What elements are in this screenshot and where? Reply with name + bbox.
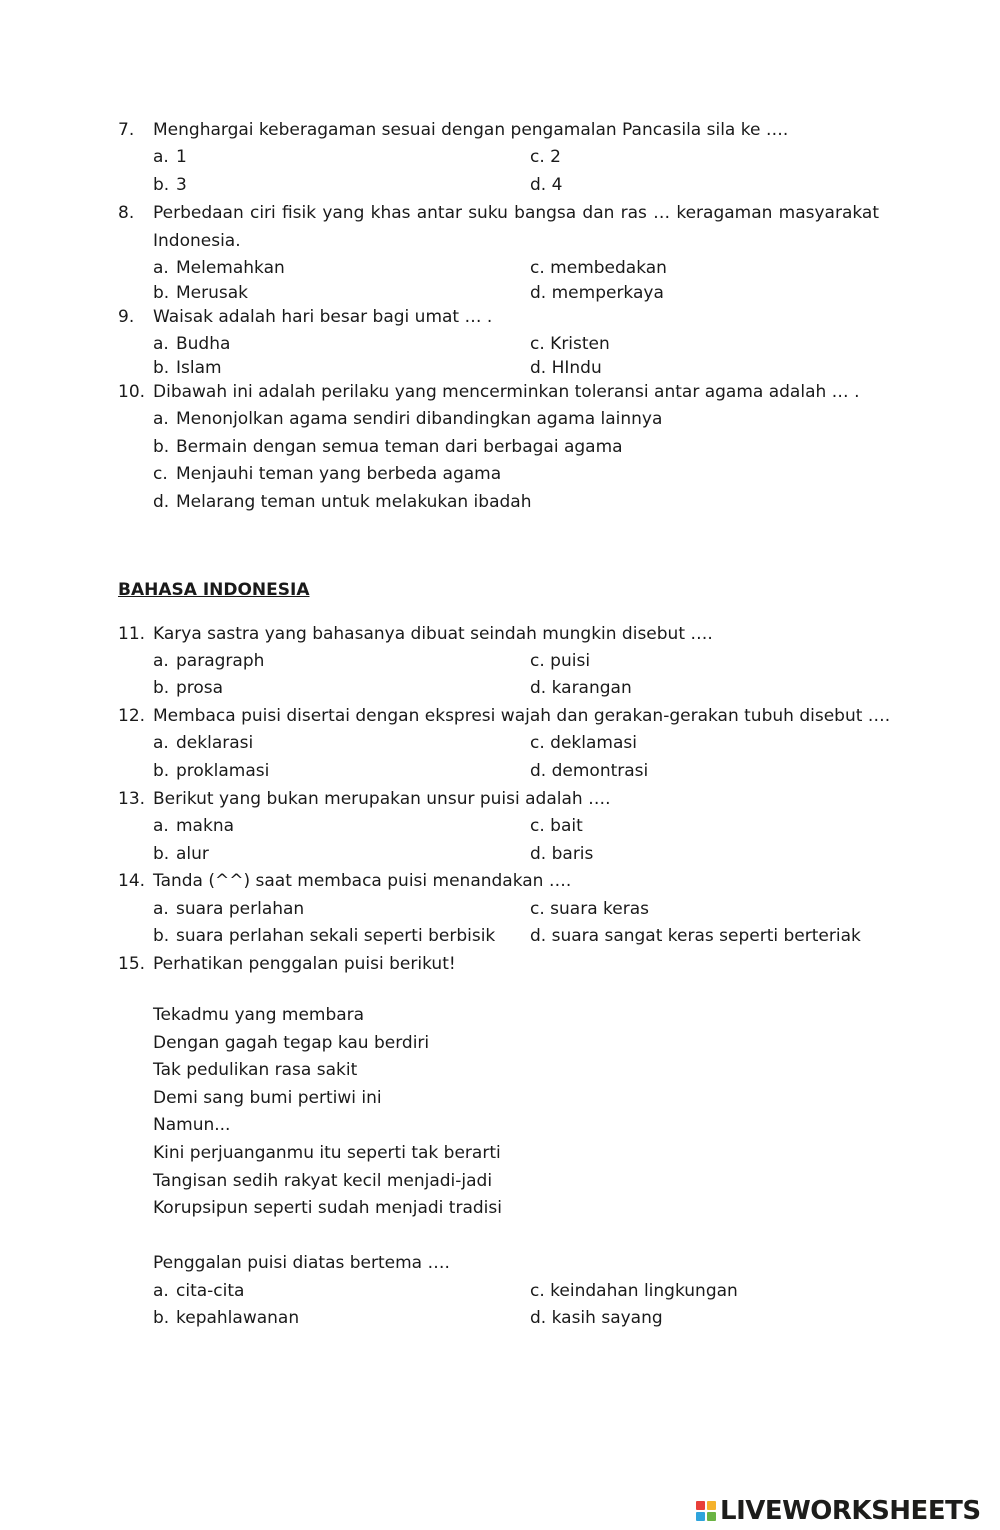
question-text: Karya sastra yang bahasanya dibuat seindah mungkin disebut …. — [153, 624, 713, 644]
question-number: 11. — [118, 624, 146, 644]
option-b[interactable]: b. Merusak — [153, 283, 249, 303]
liveworksheets-logo[interactable] — [696, 1496, 981, 1526]
option-c[interactable]: c. deklamasi — [530, 733, 637, 753]
section-heading: BAHASA INDONESIA — [118, 580, 310, 600]
option-c[interactable]: c. puisi — [530, 651, 591, 671]
option-a[interactable]: a. cita-cita — [153, 1281, 245, 1301]
option-d[interactable]: d. baris — [530, 844, 594, 864]
poem-line: Kini perjuanganmu itu seperti tak berarti — [153, 1143, 501, 1163]
question-text: Perbedaan ciri fisik yang khas antar suku bangsa dan ras … keragaman masyarakat — [153, 203, 879, 223]
logo-squares-icon — [696, 1501, 716, 1521]
question-text: Tanda (^^) saat membaca puisi menandakan …. — [153, 871, 572, 891]
option-a[interactable]: a. deklarasi — [153, 733, 254, 753]
poem-line: Namun... — [153, 1115, 231, 1135]
question-number: 12. — [118, 706, 146, 726]
poem-line: Tekadmu yang membara — [153, 1005, 365, 1025]
question-text: Dibawah ini adalah perilaku yang mencerminkan toleransi antar agama adalah … . — [153, 382, 860, 402]
option-a[interactable]: a. Menonjolkan agama sendiri dibandingkan agama lainnya — [153, 409, 663, 429]
option-c[interactable]: c. Menjauhi teman yang berbeda agama — [153, 464, 502, 484]
option-b[interactable]: b. prosa — [153, 678, 224, 698]
option-a[interactable]: a. makna — [153, 816, 235, 836]
option-c[interactable]: c. suara keras — [530, 899, 649, 919]
option-d[interactable]: d. memperkaya — [530, 283, 664, 303]
option-d[interactable]: d. Melarang teman untuk melakukan ibadah — [153, 492, 532, 512]
option-d[interactable]: d. karangan — [530, 678, 632, 698]
question-number: 9. — [118, 307, 135, 327]
poem-line: Dengan gagah tegap kau berdiri — [153, 1033, 430, 1053]
poem-line: Tangisan sedih rakyat kecil menjadi-jadi — [153, 1171, 493, 1191]
question-text: Menghargai keberagaman sesuai dengan pengamalan Pancasila sila ke …. — [153, 120, 789, 140]
question-number: 7. — [118, 120, 135, 140]
option-d[interactable]: d. 4 — [530, 175, 563, 195]
option-c[interactable]: c. 2 — [530, 147, 561, 167]
option-b[interactable]: b. alur — [153, 844, 209, 864]
option-c[interactable]: c. keindahan lingkungan — [530, 1281, 738, 1301]
poem-line: Tak pedulikan rasa sakit — [153, 1060, 358, 1080]
option-b[interactable]: b. proklamasi — [153, 761, 270, 781]
question-text: Perhatikan penggalan puisi berikut! — [153, 954, 456, 974]
option-d[interactable]: d. suara sangat keras seperti berteriak — [530, 926, 861, 946]
question-text: Waisak adalah hari besar bagi umat … . — [153, 307, 493, 327]
option-c[interactable]: c. bait — [530, 816, 583, 836]
option-a[interactable]: a. Budha — [153, 334, 231, 354]
option-b[interactable]: b. 3 — [153, 175, 187, 195]
question-prompt: Penggalan puisi diatas bertema …. — [153, 1253, 450, 1273]
option-b[interactable]: b. suara perlahan sekali seperti berbisik — [153, 926, 496, 946]
question-text-continued: Indonesia. — [153, 231, 241, 251]
option-a[interactable]: a. Melemahkan — [153, 258, 285, 278]
question-number: 13. — [118, 789, 146, 809]
question-text: Membaca puisi disertai dengan ekspresi wajah dan gerakan-gerakan tubuh disebut …. — [153, 706, 891, 726]
option-d[interactable]: d. kasih sayang — [530, 1308, 663, 1328]
poem-line: Demi sang bumi pertiwi ini — [153, 1088, 382, 1108]
question-number: 8. — [118, 203, 135, 223]
option-c[interactable]: c. membedakan — [530, 258, 667, 278]
question-number: 15. — [118, 954, 146, 974]
option-a[interactable]: a. paragraph — [153, 651, 265, 671]
question-text: Berikut yang bukan merupakan unsur puisi adalah …. — [153, 789, 611, 809]
question-number: 14. — [118, 871, 146, 891]
option-a[interactable]: a. 1 — [153, 147, 187, 167]
logo-text: LIVEWORKSHEETS — [720, 1496, 981, 1526]
option-c[interactable]: c. Kristen — [530, 334, 610, 354]
option-b[interactable]: b. Bermain dengan semua teman dari berbagai agama — [153, 437, 623, 457]
option-d[interactable]: d. HIndu — [530, 358, 602, 378]
option-a[interactable]: a. suara perlahan — [153, 899, 305, 919]
poem-line: Korupsipun seperti sudah menjadi tradisi — [153, 1198, 502, 1218]
question-number: 10. — [118, 382, 146, 402]
option-b[interactable]: b. kepahlawanan — [153, 1308, 300, 1328]
option-d[interactable]: d. demontrasi — [530, 761, 649, 781]
option-b[interactable]: b. Islam — [153, 358, 222, 378]
